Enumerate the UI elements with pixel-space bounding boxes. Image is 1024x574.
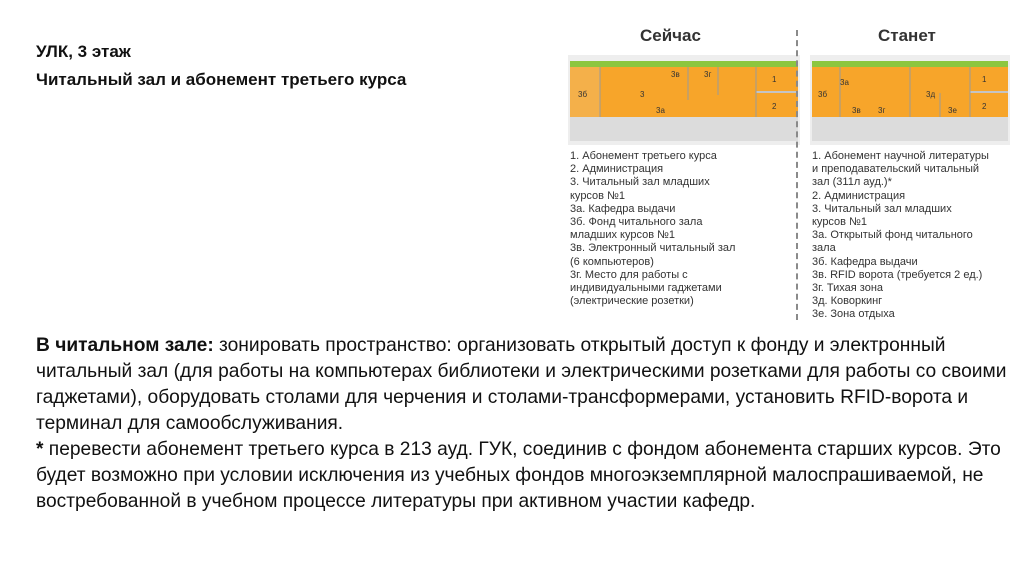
legend-item: 1. Абонемент третьего курса [570,150,717,162]
legend-item: (электрические розетки) [570,295,694,308]
label-3b: 3б [578,90,588,99]
room-1-area [756,67,798,91]
reading-hall-area [812,67,970,117]
label-1: 1 [772,75,777,84]
floor-plan-future [810,55,1024,145]
corridor-area [570,117,798,141]
legend-item: курсов №1 [812,216,867,229]
legend-future [812,150,989,322]
label-3a: 3а [840,78,849,87]
title-line-2: Читальный зал и абонемент третьего курса [36,70,407,89]
legend-item: 3а. Открытый фонд читального [812,229,973,242]
room-2-area [970,93,1008,117]
panel-divider [796,30,798,320]
heading-future: Станет [878,26,936,45]
label-3d: 3д [926,90,936,99]
room-2-area [756,93,798,117]
legend-now [570,150,735,308]
label-3v: 3в [852,106,861,115]
green-strip [570,61,798,67]
green-strip [812,61,1008,67]
footnote-asterisk: * [36,439,44,460]
legend-item: младших курсов №1 [570,229,676,242]
legend-item: 3. Читальный зал младших [570,176,710,189]
legend-item: 1. Абонемент научной литературы [812,150,989,162]
paragraph-reading-hall [36,333,1016,437]
legend-item: 3б. Кафедра выдачи [812,255,918,268]
room-1-area [970,67,1008,91]
label-1: 1 [982,75,987,84]
paragraph-text: зонировать пространство: организовать открытый доступ к фонду и электронный читальный зал (для работы на компьютерах библиотеки и электрическими розетками для работы со своими гаджетами), оборудовать столами для черчения и столами-трансформерами, установить RFID-ворота и терминал для самообслуживания. [36,335,1007,434]
legend-item: (6 компьютеров) [570,255,654,268]
legend-item: 3. Читальный зал младших [812,202,952,215]
legend-item: 3д. Коворкинг [812,295,883,308]
heading-now: Сейчас [640,26,701,45]
label-3b: 3б [818,90,828,99]
title-line-1: УЛК, 3 этаж [36,42,131,61]
legend-item: 3б. Фонд читального зала [570,216,703,229]
legend-item: 3а. Кафедра выдачи [570,202,676,215]
paragraph-footnote [36,437,1016,515]
label-3a: 3а [656,106,665,115]
legend-item: зал (311л ауд.)* [812,176,892,189]
label-3v: 3в [671,70,680,79]
legend-item: 3е. Зона отдыха [812,308,895,321]
legend-item: зала [812,242,836,255]
label-3g: 3г [704,70,712,79]
legend-item: 3г. Тихая зона [812,282,884,295]
legend-item: и преподавательский читальный [812,163,980,176]
legend-item: индивидуальными гаджетами [570,282,722,295]
body-text [36,333,1016,515]
legend-item: курсов №1 [570,189,625,202]
legend-item: 3в. RFID ворота (требуется 2 ед.) [812,268,983,281]
legend-item: 2. Администрация [812,189,906,202]
label-3e: 3е [948,106,957,115]
label-2: 2 [982,102,987,111]
slide-title [36,38,406,94]
floor-plan-now [568,55,800,145]
paragraph-lead: В читальном зале: [36,335,214,356]
legend-item: 3в. Электронный читальный зал [570,242,736,255]
corridor-area [812,117,1008,141]
label-2: 2 [772,102,777,111]
legend-item: 2. Администрация [570,163,664,176]
footnote-text: перевести абонемент третьего курса в 213 ауд. ГУК, соединив с фондом абонемента старших курсов. Это будет возможно при условии исключения из учебных фондов многоэкземплярной малоспрашиваемой, не востребованной в учебном процессе литературы при активном участии кафедр. [36,439,1001,512]
legend-item: 3г. Место для работы с [570,268,688,281]
label-3: 3 [640,90,645,99]
label-3g: 3г [878,106,886,115]
